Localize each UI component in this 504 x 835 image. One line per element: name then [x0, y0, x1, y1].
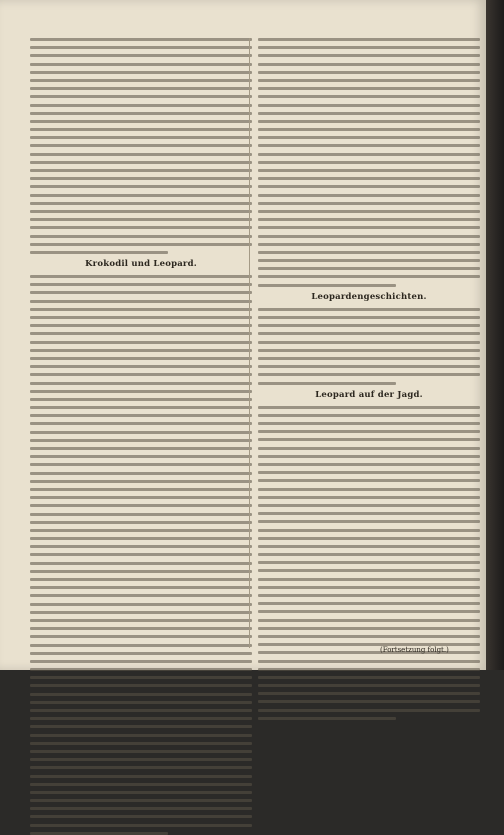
section-heading: Krokodil und Leopard. — [85, 259, 197, 270]
continuation-note: (Fortsetzung folgt.) — [380, 646, 449, 654]
column-divider — [249, 38, 250, 648]
section-heading: Leopardengeschichten. — [311, 291, 427, 302]
section-heading: Leopard auf der Jagd. — [315, 389, 423, 400]
right-column — [258, 38, 480, 650]
binding-edge — [486, 0, 504, 670]
left-column — [30, 38, 252, 650]
